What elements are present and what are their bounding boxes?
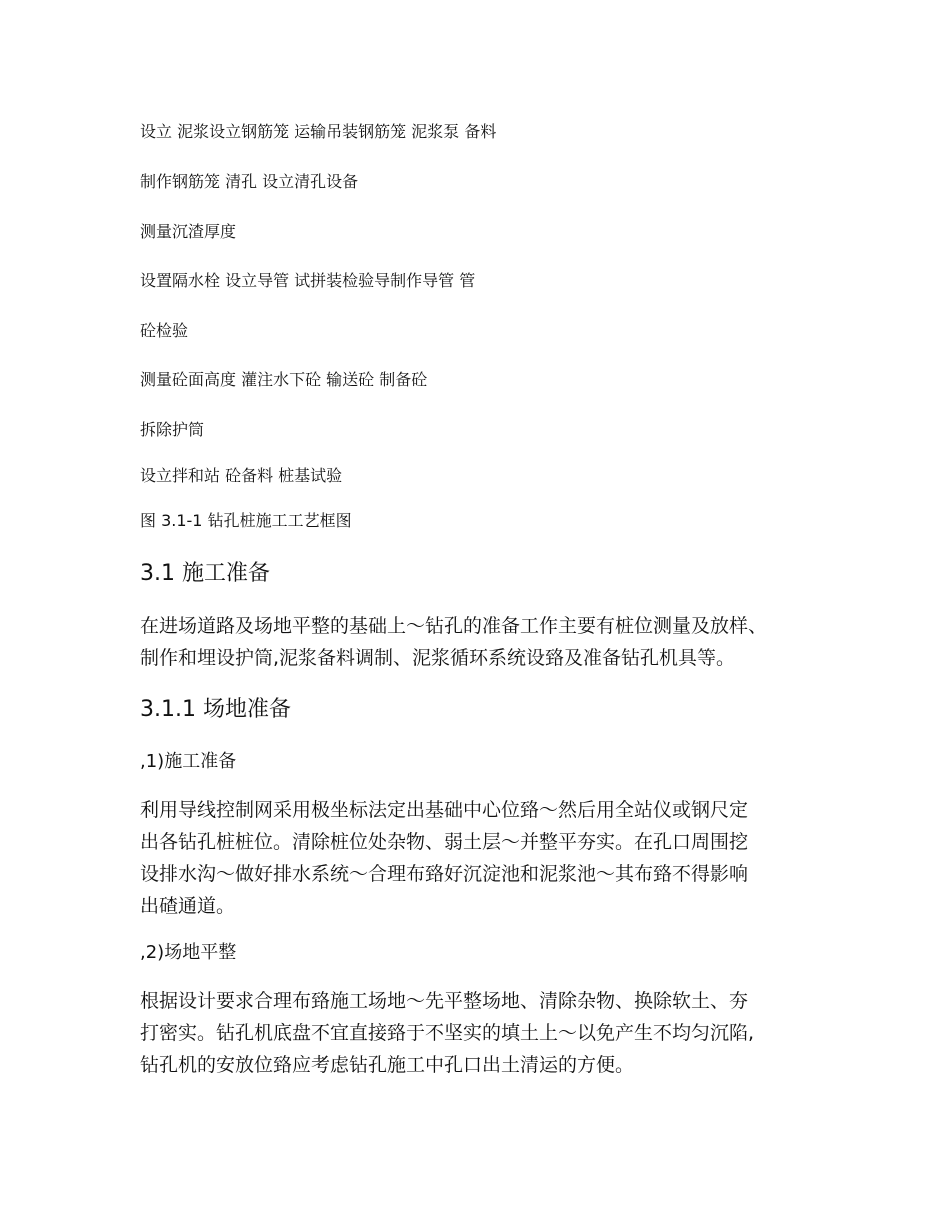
item1-body-line-2: 出各钻孔桩桩位。清除桩位处杂物、弱土层～并整平夯实。在孔口周围挖 bbox=[140, 831, 749, 853]
flowchart-line-5: 砼检验 bbox=[140, 321, 189, 340]
flowchart-line-6: 测量砼面高度 灌注水下砼 输送砼 制备砼 bbox=[140, 370, 428, 389]
flowchart-line-4: 设置隔水栓 设立导管 试拼装检验导制作导管 管 bbox=[140, 271, 476, 290]
item2-body-line-2: 打密实。钻孔机底盘不宜直接臵于不坚实的填土上～以免产生不均匀沉陷, bbox=[140, 1022, 755, 1044]
flowchart-line-1: 设立 泥浆设立钢筋笼 运输吊装钢筋笼 泥浆泵 备料 bbox=[140, 122, 497, 141]
item2-body-line-3: 钻孔机的安放位臵应考虑钻孔施工中孔口出土清运的方便。 bbox=[140, 1054, 635, 1076]
item1-body-line-3: 设排水沟～做好排水系统～合理布臵好沉淀池和泥浆池～其布臵不得影响 bbox=[140, 863, 749, 885]
flowchart-line-2: 制作钢筋笼 清孔 设立清孔设备 bbox=[140, 172, 359, 191]
item2-body-line-1: 根据设计要求合理布臵施工场地～先平整场地、清除杂物、换除软土、夯 bbox=[140, 990, 749, 1012]
subsection-heading: 3.1.1 场地准备 bbox=[140, 697, 291, 722]
flowchart-line-8: 设立拌和站 砼备料 桩基试验 bbox=[140, 466, 343, 485]
flowchart-line-7: 拆除护筒 bbox=[140, 420, 205, 439]
item2-title: ,2)场地平整 bbox=[140, 942, 237, 963]
item1-title: ,1)施工准备 bbox=[140, 751, 237, 772]
flowchart-line-3: 测量沉渣厚度 bbox=[140, 222, 237, 241]
item1-body-line-4: 出碴通道。 bbox=[140, 895, 236, 917]
item2-body bbox=[140, 985, 830, 1081]
item1-body bbox=[140, 794, 830, 922]
section-heading: 3.1 施工准备 bbox=[140, 561, 270, 586]
section-intro bbox=[140, 610, 830, 674]
section-intro-line-1: 在进场道路及场地平整的基础上～钻孔的准备工作主要有桩位测量及放样、 bbox=[140, 615, 768, 637]
figure-caption: 图 3.1-1 钻孔桩施工工艺框图 bbox=[140, 511, 352, 530]
section-intro-line-2: 制作和埋设护筒,泥浆备料调制、泥浆循环系统设臵及准备钻孔机具等。 bbox=[140, 647, 736, 669]
item1-body-line-1: 利用导线控制网采用极坐标法定出基础中心位臵～然后用全站仪或钢尺定 bbox=[140, 799, 749, 821]
